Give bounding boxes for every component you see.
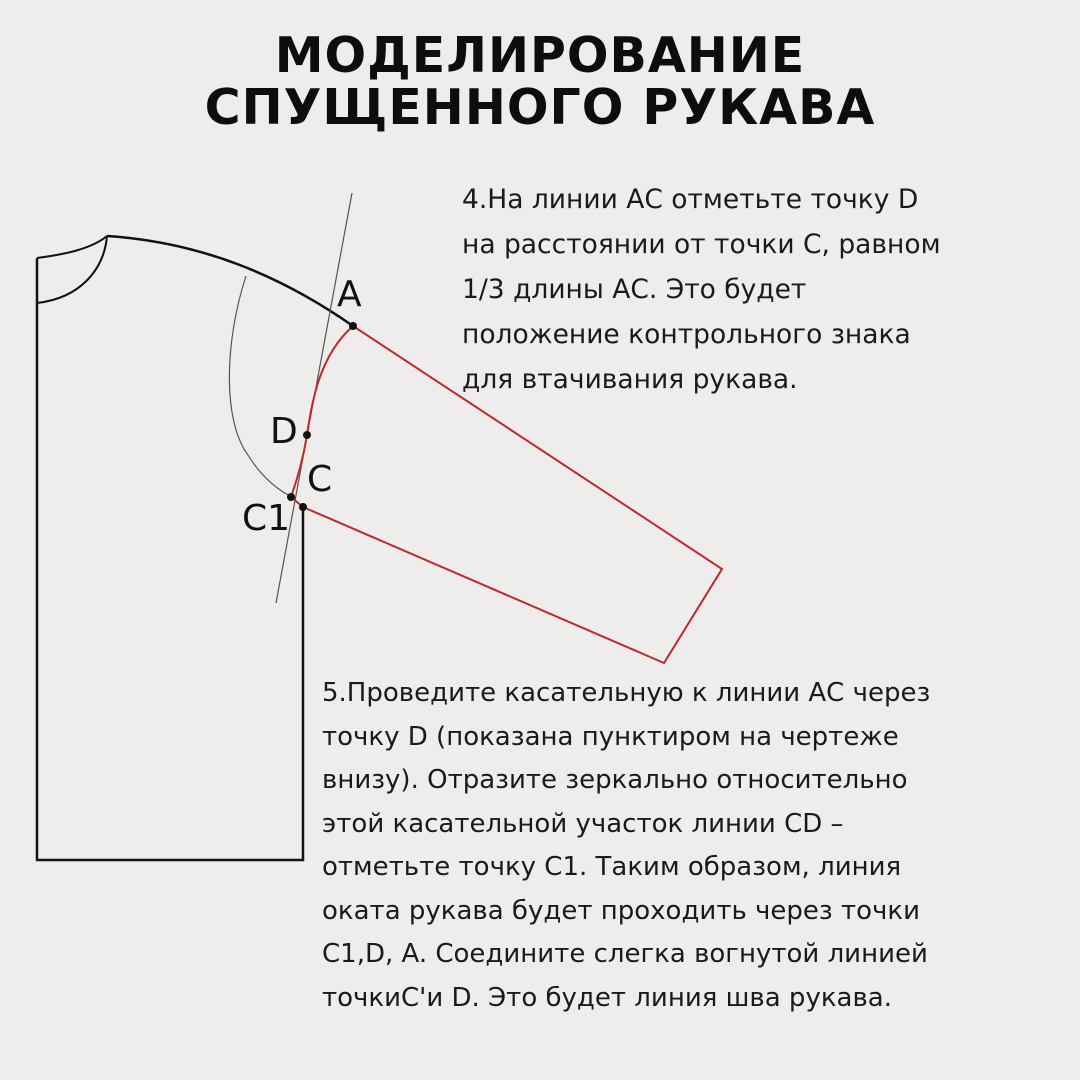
step-4-line-1: 4.На линии АС отметьте точку D: [462, 184, 919, 215]
step-5-line-3: внизу). Отразите зеркально относительно: [322, 765, 908, 795]
point-d-dot: [303, 431, 311, 439]
neckline-top: [37, 236, 107, 258]
step-5-text: [322, 672, 930, 1020]
title-line-2: СПУЩЕННОГО РУКАВА: [204, 79, 876, 136]
step-5-line-8: точкиС'и D. Это будет линия шва рукава.: [322, 982, 892, 1013]
shoulder-line: [107, 236, 353, 326]
title-line-1: МОДЕЛИРОВАНИЕ: [274, 27, 806, 84]
point-a-label: A: [337, 274, 362, 315]
step-5-line-7: C1,D, A. Соедините слегка вогнутой линией: [322, 939, 928, 969]
step-4-line-3: 1/3 длины АС. Это будет: [462, 274, 807, 305]
step-5-line-1: 5.Проведите касательную к линии АС через: [322, 678, 931, 708]
bodice-outline: [37, 258, 303, 860]
step-5-line-4: этой касательной участок линии CD –: [322, 808, 844, 839]
step-4-line-5: для втачивания рукава.: [462, 364, 798, 395]
neckline-curve: [37, 236, 107, 303]
step-4-text: [462, 177, 941, 402]
point-c1-label: C1: [242, 498, 291, 539]
step-5-line-5: отметьте точку C1. Таким образом, линия: [322, 852, 902, 882]
step-5-line-2: точку D (показана пунктиром на чертеже: [322, 721, 899, 752]
point-a-dot: [349, 322, 357, 330]
armhole-curve: [229, 276, 292, 497]
point-d-label: D: [270, 411, 298, 452]
point-c-label: C: [307, 459, 333, 500]
step-5-line-6: оката рукава будет проходить через точки: [322, 895, 921, 926]
step-4-line-2: на расстоянии от точки С, равном: [462, 229, 941, 260]
step-4-line-4: положение контрольного знака: [462, 319, 911, 350]
point-c-dot: [299, 503, 307, 511]
